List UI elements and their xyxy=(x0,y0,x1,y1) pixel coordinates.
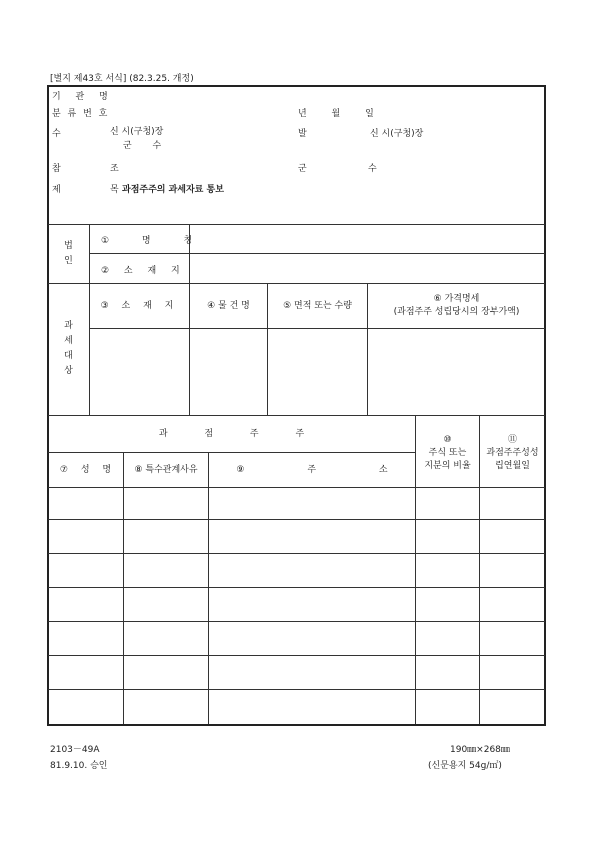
col10-number: ⑩ xyxy=(443,434,452,445)
col4-header: ④ 물 건 명 xyxy=(207,300,250,311)
gun-label: 군 xyxy=(298,164,307,174)
col10-line1: 주식 또는 xyxy=(428,447,467,458)
tax-side-char: 상 xyxy=(64,366,73,376)
tax-side-char: 세 xyxy=(64,336,73,346)
sender-label: 발 xyxy=(298,129,307,139)
corporation-side-label xyxy=(48,224,89,283)
tax-side-char: 대 xyxy=(64,351,73,361)
divider-taxable-header xyxy=(89,328,545,329)
approval-date: 81.9.10. 승인 xyxy=(50,761,108,771)
col10-header xyxy=(416,428,479,478)
col11-line2: 립연월일 xyxy=(495,460,530,471)
recipient-value-1: 신 시(구청)장 xyxy=(110,127,164,137)
subject-label: 제 xyxy=(52,185,61,195)
su-label: 수 xyxy=(368,164,377,174)
divider-top xyxy=(48,224,545,225)
col6-header xyxy=(368,284,545,328)
col7-header: ⑦ 성 명 xyxy=(59,464,112,475)
col6-line1: ⑥ 가격명세 xyxy=(433,294,480,304)
col9-header: ⑨ 주 소 xyxy=(236,464,388,475)
col11-number: ⑪ xyxy=(507,434,517,445)
vline-col8 xyxy=(208,452,209,724)
sender-value: 신 시(구청)장 xyxy=(370,129,424,139)
reference-value: 조 xyxy=(110,164,119,174)
subject-value: 과점주주의 과세자료 통보 xyxy=(122,185,224,195)
paper-type: (신문용지 54g/㎡) xyxy=(428,761,502,771)
col8-header: ⑧ 특수관계사유 xyxy=(134,464,198,475)
class-number-label: 분 류 번 호 xyxy=(52,109,110,119)
col6-line2: (과점주주 성립당시의 장부가액) xyxy=(393,307,520,317)
recipient-value-2: 군 수 xyxy=(123,141,162,151)
form-header-note: [별지 제43호 서식] (82.3.25. 개정) xyxy=(50,74,194,84)
corp-side-char: 인 xyxy=(64,255,73,266)
subject-mok: 목 xyxy=(110,185,119,195)
corp-side-char: 법 xyxy=(64,240,73,251)
agency-label: 기 관 명 xyxy=(52,92,114,102)
tax-side-char: 과 xyxy=(64,321,73,331)
vline-col7 xyxy=(123,452,124,724)
corp-address-label: ② 소 재 지 xyxy=(101,266,186,276)
col5-header: ⑤ 면적 또는 수량 xyxy=(283,300,352,311)
taxable-side-label xyxy=(48,283,89,415)
shareholder-group-title: 과 점 주 주 xyxy=(158,428,305,439)
paper-size: 190㎜×268㎜ xyxy=(450,745,510,755)
col11-line1: 과점주주성성 xyxy=(486,447,539,458)
col3-header: ③ 소 재 지 xyxy=(100,300,179,311)
col10-line2: 지분의 비율 xyxy=(424,460,471,471)
date-label: 년 월 일 xyxy=(298,109,374,119)
form-code: 2103－49A xyxy=(50,745,100,755)
corp-name-label: ① 명 칭 xyxy=(101,236,193,246)
divider-corp xyxy=(89,253,545,254)
reference-label: 참 xyxy=(52,164,61,174)
recipient-label: 수 xyxy=(52,129,61,139)
col11-header xyxy=(480,428,545,478)
